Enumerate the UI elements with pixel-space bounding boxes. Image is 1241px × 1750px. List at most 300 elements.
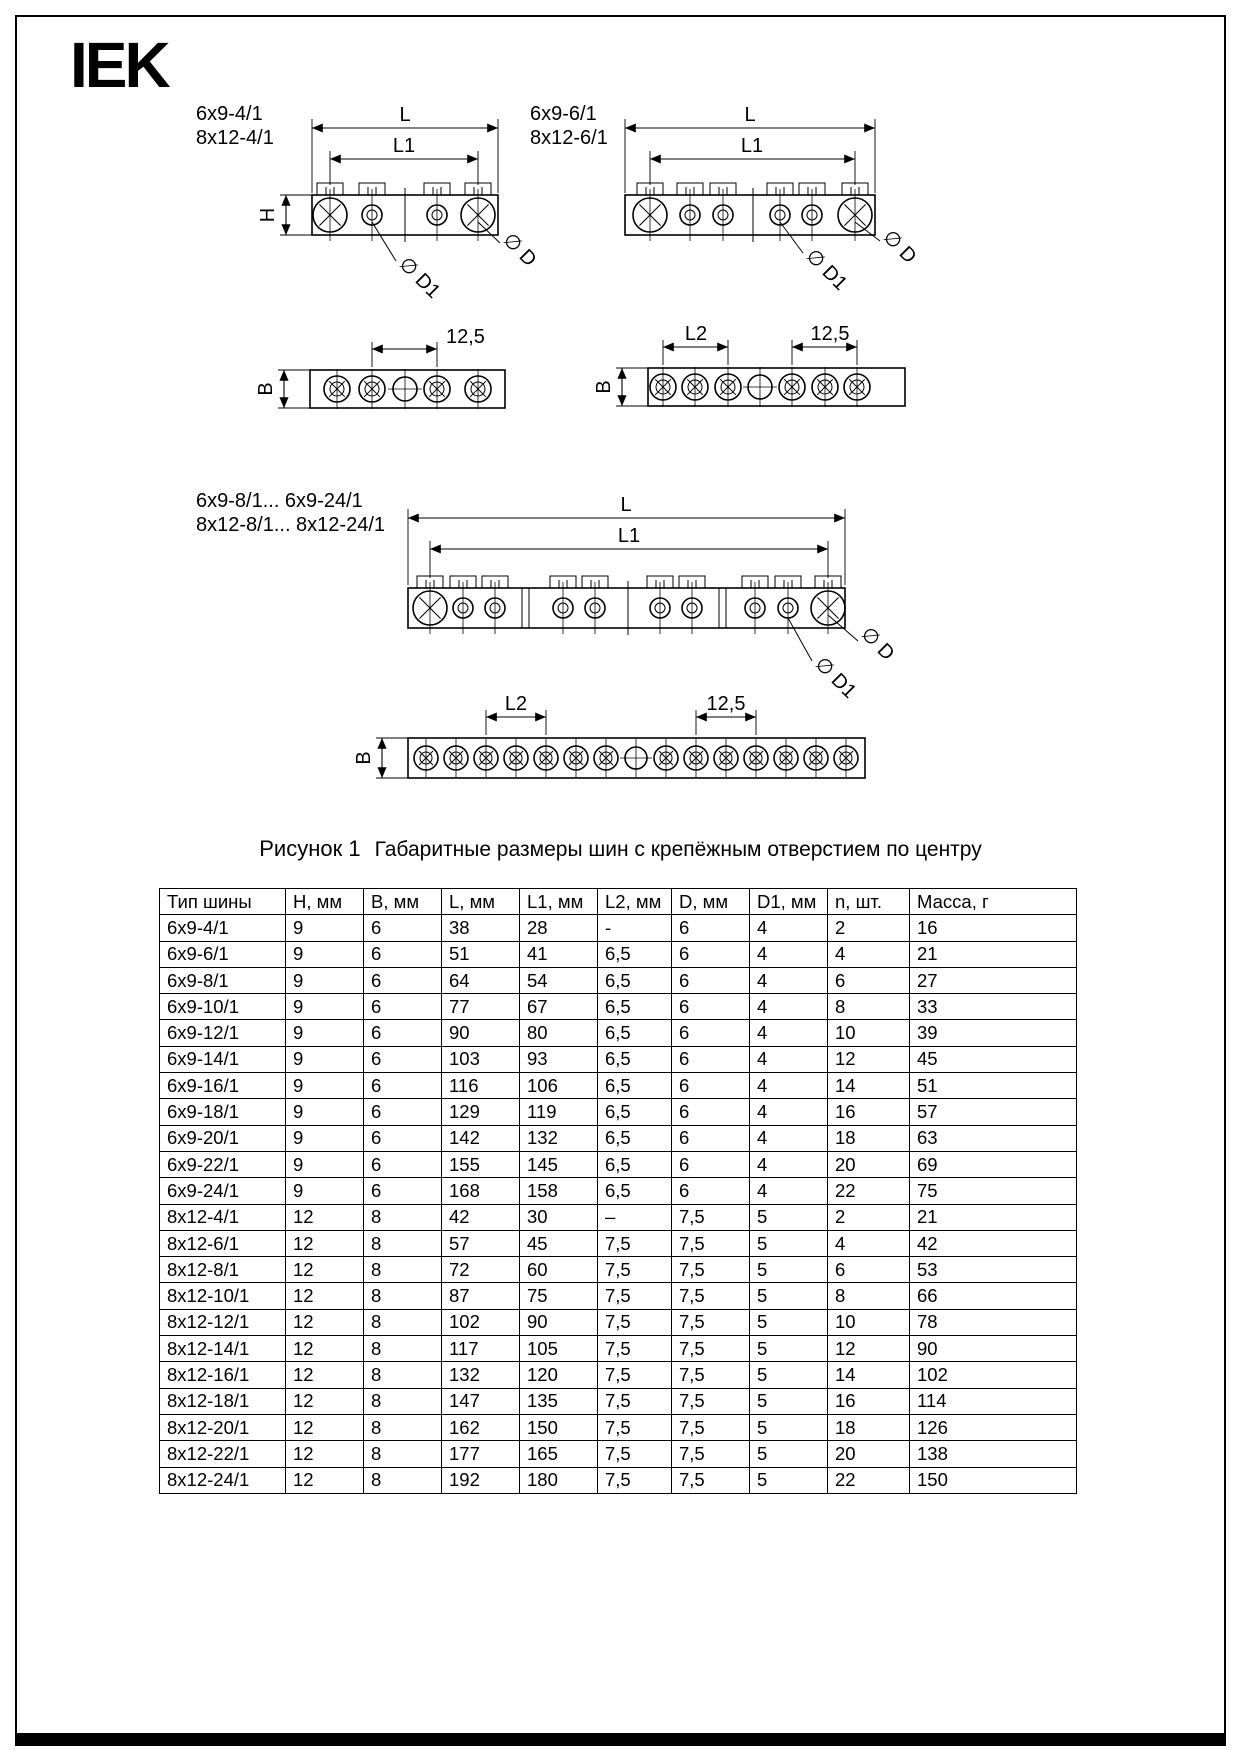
cell-value: 57 — [442, 1230, 520, 1256]
table-row — [160, 1414, 1077, 1440]
cell-value: 77 — [442, 994, 520, 1020]
cell-value: 5 — [750, 1336, 828, 1362]
table-row — [160, 1125, 1077, 1151]
cell-value: 2 — [828, 915, 910, 941]
cell-value: 9 — [286, 1073, 364, 1099]
cell-value: 7,5 — [672, 1362, 750, 1388]
cell-value: 6,5 — [598, 1073, 672, 1099]
cell-value: 7,5 — [672, 1441, 750, 1467]
cell-value: 12 — [828, 1046, 910, 1072]
dim-label-d: ∅ D — [878, 225, 921, 268]
terminal-tabs — [317, 183, 491, 195]
cell-value: 6 — [828, 1257, 910, 1283]
leader-d1 — [788, 618, 860, 703]
col-header-d1: D1, мм — [750, 889, 828, 915]
front-holes — [633, 188, 872, 242]
cell-bus-type: 8x12-10/1 — [160, 1283, 286, 1309]
cell-value: 7,5 — [598, 1362, 672, 1388]
cell-value: 7,5 — [672, 1204, 750, 1230]
cell-value: 42 — [442, 1204, 520, 1230]
cell-value: 7,5 — [598, 1441, 672, 1467]
cell-value: 8 — [364, 1257, 442, 1283]
cell-value: 8 — [364, 1441, 442, 1467]
cell-value: 8 — [364, 1204, 442, 1230]
cell-value: 103 — [442, 1046, 520, 1072]
cell-value: 106 — [520, 1073, 598, 1099]
table-row — [160, 1257, 1077, 1283]
drawing-4-hole-bus — [170, 95, 570, 447]
figure-caption-label: Рисунок 1 — [259, 836, 361, 861]
footer-bar — [15, 1733, 1226, 1746]
leader-d1 — [372, 222, 444, 303]
cell-value: 142 — [442, 1125, 520, 1151]
cell-value: 9 — [286, 1046, 364, 1072]
cell-value: 12 — [286, 1309, 364, 1335]
side-holes — [650, 367, 870, 407]
cell-value: 6 — [364, 1020, 442, 1046]
dim-l1 — [650, 135, 855, 185]
col-header-n: n, шт. — [828, 889, 910, 915]
cell-value: 9 — [286, 1099, 364, 1125]
cell-value: 6 — [672, 1046, 750, 1072]
col-header-d: D, мм — [672, 889, 750, 915]
cell-value: 8 — [364, 1336, 442, 1362]
table-row — [160, 1441, 1077, 1467]
cell-value: 12 — [286, 1283, 364, 1309]
figure-caption — [0, 836, 1241, 862]
spec-table-body — [160, 915, 1077, 1494]
spec-table — [159, 888, 1077, 1494]
cell-value: 7,5 — [672, 1309, 750, 1335]
cell-value: 45 — [910, 1046, 1077, 1072]
cell-bus-type: 8x12-20/1 — [160, 1414, 286, 1440]
dim-b — [593, 368, 648, 406]
front-holes — [313, 188, 495, 242]
cell-value: 7,5 — [598, 1257, 672, 1283]
cell-bus-type: 6x9-22/1 — [160, 1151, 286, 1177]
cell-value: 9 — [286, 1151, 364, 1177]
cell-value: 105 — [520, 1336, 598, 1362]
cell-value: 6 — [364, 941, 442, 967]
cell-value: 45 — [520, 1230, 598, 1256]
cell-value: 8 — [364, 1388, 442, 1414]
dim-l1 — [330, 135, 478, 185]
dim-label-pitch: 12,5 — [706, 693, 746, 715]
side-holes — [414, 739, 858, 777]
cell-value: 80 — [520, 1020, 598, 1046]
cell-value: 7,5 — [598, 1230, 672, 1256]
cell-value: 6 — [364, 915, 442, 941]
cell-value: 39 — [910, 1020, 1077, 1046]
cell-value: 16 — [828, 1388, 910, 1414]
table-row — [160, 1362, 1077, 1388]
dim-label-l: L — [744, 104, 756, 126]
cell-value: 8 — [364, 1362, 442, 1388]
dim-label-h: H — [257, 207, 279, 223]
cell-value: 132 — [520, 1125, 598, 1151]
cell-value: 6 — [672, 1151, 750, 1177]
cell-value: 6,5 — [598, 994, 672, 1020]
cell-value: 7,5 — [598, 1467, 672, 1493]
cell-value: 126 — [910, 1414, 1077, 1440]
cell-value: 8 — [364, 1309, 442, 1335]
cell-value: 87 — [442, 1283, 520, 1309]
cell-value: 5 — [750, 1230, 828, 1256]
cell-bus-type: 8x12-24/1 — [160, 1467, 286, 1493]
cell-value: 20 — [828, 1151, 910, 1177]
dim-label-l2: L2 — [504, 693, 528, 715]
cell-value: 6 — [364, 994, 442, 1020]
table-row — [160, 994, 1077, 1020]
dim-label-l2: L2 — [684, 323, 708, 345]
cell-value: 5 — [750, 1309, 828, 1335]
cell-value: 6 — [672, 1073, 750, 1099]
table-row — [160, 1178, 1077, 1204]
cell-bus-type: 6x9-4/1 — [160, 915, 286, 941]
dim-label-pitch: 12,5 — [810, 323, 850, 345]
table-row — [160, 1046, 1077, 1072]
dim-pitch — [696, 693, 756, 735]
drawing-title: 8x12-4/1 — [196, 127, 274, 149]
cell-value: 30 — [520, 1204, 598, 1230]
cell-value: 9 — [286, 1020, 364, 1046]
cell-value: 16 — [828, 1099, 910, 1125]
cell-value: 33 — [910, 994, 1077, 1020]
cell-value: 155 — [442, 1151, 520, 1177]
cell-value: 158 — [520, 1178, 598, 1204]
cell-value: 7,5 — [672, 1467, 750, 1493]
dim-pitch — [792, 323, 857, 365]
dim-l1 — [430, 525, 828, 578]
cell-bus-type: 8x12-18/1 — [160, 1388, 286, 1414]
iek-logo: IEK — [70, 29, 168, 101]
cell-value: 90 — [442, 1020, 520, 1046]
cell-value: 90 — [910, 1336, 1077, 1362]
cell-value: - — [598, 915, 672, 941]
dim-label-d1: ∅ D1 — [810, 652, 861, 703]
dim-label-l1: L1 — [392, 135, 416, 157]
table-row — [160, 1283, 1077, 1309]
cell-bus-type: 6x9-14/1 — [160, 1046, 286, 1072]
table-row — [160, 967, 1077, 993]
cell-value: 6 — [672, 1099, 750, 1125]
cell-bus-type: 8x12-12/1 — [160, 1309, 286, 1335]
leader-d — [828, 615, 898, 665]
cell-value: 114 — [910, 1388, 1077, 1414]
cell-bus-type: 8x12-6/1 — [160, 1230, 286, 1256]
cell-value: 4 — [750, 1020, 828, 1046]
cell-value: 5 — [750, 1414, 828, 1440]
cell-value: 78 — [910, 1309, 1077, 1335]
table-row — [160, 1151, 1077, 1177]
cell-value: 9 — [286, 1125, 364, 1151]
cell-value: 12 — [286, 1362, 364, 1388]
cell-value: 132 — [442, 1362, 520, 1388]
cell-value: 12 — [286, 1467, 364, 1493]
dim-label-l1: L1 — [617, 525, 641, 547]
dim-b — [255, 370, 310, 408]
cell-value: 75 — [910, 1178, 1077, 1204]
cell-value: 90 — [520, 1309, 598, 1335]
cell-value: 6 — [828, 967, 910, 993]
cell-value: 51 — [442, 941, 520, 967]
cell-value: 9 — [286, 994, 364, 1020]
cell-value: 6 — [364, 1073, 442, 1099]
drawing-title: 8x12-8/1... 8x12-24/1 — [196, 514, 386, 536]
cell-value: 4 — [750, 994, 828, 1020]
cell-value: 150 — [910, 1467, 1077, 1493]
cell-value: 165 — [520, 1441, 598, 1467]
cell-value: 8 — [364, 1414, 442, 1440]
cell-value: 27 — [910, 967, 1077, 993]
cell-value: 6 — [364, 1151, 442, 1177]
table-row — [160, 1309, 1077, 1335]
cell-value: 20 — [828, 1441, 910, 1467]
cell-value: 138 — [910, 1441, 1077, 1467]
cell-value: 4 — [750, 967, 828, 993]
dim-label-pitch: 12,5 — [446, 326, 485, 348]
dim-b — [353, 738, 408, 778]
dim-l2 — [486, 693, 546, 735]
cell-value: 102 — [910, 1362, 1077, 1388]
cell-value: 5 — [750, 1362, 828, 1388]
table-row — [160, 1073, 1077, 1099]
dim-pitch — [372, 326, 485, 367]
cell-value: 12 — [286, 1441, 364, 1467]
cell-value: 6 — [672, 1178, 750, 1204]
cell-value: 7,5 — [598, 1414, 672, 1440]
cell-value: 6,5 — [598, 1125, 672, 1151]
cell-value: 14 — [828, 1073, 910, 1099]
cell-bus-type: 6x9-16/1 — [160, 1073, 286, 1099]
cell-value: 22 — [828, 1178, 910, 1204]
cell-value: 6 — [364, 967, 442, 993]
cell-value: 21 — [910, 941, 1077, 967]
col-header-type: Тип шины — [160, 889, 286, 915]
dim-label-l: L — [399, 104, 411, 126]
cell-value: 4 — [828, 941, 910, 967]
cell-value: 6,5 — [598, 941, 672, 967]
cell-value: 42 — [910, 1230, 1077, 1256]
cell-value: 4 — [750, 1046, 828, 1072]
cell-value: 6,5 — [598, 1099, 672, 1125]
table-row — [160, 1099, 1077, 1125]
table-row — [160, 1230, 1077, 1256]
cell-value: 7,5 — [672, 1414, 750, 1440]
col-header-l1: L1, мм — [520, 889, 598, 915]
cell-value: 4 — [750, 1099, 828, 1125]
cell-value: 10 — [828, 1020, 910, 1046]
cell-value: 5 — [750, 1388, 828, 1414]
cell-value: 8 — [364, 1467, 442, 1493]
cell-value: 6 — [364, 1046, 442, 1072]
cell-value: 5 — [750, 1467, 828, 1493]
col-header-mass: Масса, г — [910, 889, 1077, 915]
table-row — [160, 1020, 1077, 1046]
cell-bus-type: 6x9-18/1 — [160, 1099, 286, 1125]
cell-bus-type: 8x12-22/1 — [160, 1441, 286, 1467]
cell-value: 6,5 — [598, 1178, 672, 1204]
cell-value: 7,5 — [598, 1336, 672, 1362]
cell-value: 18 — [828, 1125, 910, 1151]
drawing-6-hole-bus — [520, 95, 970, 447]
cell-bus-type: 8x12-4/1 — [160, 1204, 286, 1230]
cell-value: 5 — [750, 1441, 828, 1467]
table-row — [160, 1336, 1077, 1362]
drawing-8-24-hole-bus — [170, 485, 1100, 820]
cell-value: 41 — [520, 941, 598, 967]
terminal-tabs — [417, 576, 841, 588]
cell-value: 6 — [672, 1020, 750, 1046]
cell-value: 6,5 — [598, 967, 672, 993]
col-header-b: В, мм — [364, 889, 442, 915]
drawing-title: 8x12-6/1 — [530, 127, 608, 149]
dim-label-b: B — [353, 751, 375, 765]
cell-value: 51 — [910, 1073, 1077, 1099]
spec-table-header-row — [160, 889, 1077, 915]
cell-value: 6 — [364, 1099, 442, 1125]
cell-value: 162 — [442, 1414, 520, 1440]
cell-value: 18 — [828, 1414, 910, 1440]
side-holes — [324, 369, 491, 409]
cell-value: 4 — [750, 1151, 828, 1177]
cell-value: 119 — [520, 1099, 598, 1125]
cell-value: 12 — [286, 1230, 364, 1256]
cell-value: 135 — [520, 1388, 598, 1414]
cell-value: 7,5 — [672, 1257, 750, 1283]
drawing-title: 6x9-4/1 — [196, 103, 263, 125]
cell-value: 8 — [364, 1230, 442, 1256]
dim-label-d: ∅ D — [498, 228, 541, 271]
cell-value: 6,5 — [598, 1151, 672, 1177]
cell-value: 12 — [286, 1257, 364, 1283]
cell-value: 6 — [672, 994, 750, 1020]
front-holes — [413, 581, 845, 635]
cell-value: 21 — [910, 1204, 1077, 1230]
cell-bus-type: 6x9-24/1 — [160, 1178, 286, 1204]
cell-value: 9 — [286, 1178, 364, 1204]
cell-value: 6 — [672, 1125, 750, 1151]
cell-value: 102 — [442, 1309, 520, 1335]
dim-label-b: B — [593, 380, 615, 394]
cell-bus-type: 8x12-14/1 — [160, 1336, 286, 1362]
cell-value: 72 — [442, 1257, 520, 1283]
spec-table-wrap — [159, 888, 1077, 1494]
cell-value: 150 — [520, 1414, 598, 1440]
cell-value: 12 — [286, 1414, 364, 1440]
dim-label-d: ∅ D — [856, 622, 899, 665]
table-row — [160, 941, 1077, 967]
cell-value: 22 — [828, 1467, 910, 1493]
dim-label-d1: ∅ D1 — [801, 244, 852, 295]
cell-value: 120 — [520, 1362, 598, 1388]
dim-label-l1: L1 — [740, 135, 764, 157]
cell-value: 6,5 — [598, 1046, 672, 1072]
cell-value: 4 — [750, 1125, 828, 1151]
cell-value: 5 — [750, 1283, 828, 1309]
cell-value: 6 — [672, 941, 750, 967]
cell-value: 38 — [442, 915, 520, 941]
cell-value: 7,5 — [672, 1283, 750, 1309]
cell-value: 6 — [672, 915, 750, 941]
cell-value: 4 — [750, 915, 828, 941]
table-row — [160, 1204, 1077, 1230]
table-row — [160, 1388, 1077, 1414]
cell-value: 180 — [520, 1467, 598, 1493]
table-row — [160, 1467, 1077, 1493]
cell-value: 129 — [442, 1099, 520, 1125]
cell-value: 7,5 — [598, 1283, 672, 1309]
dim-label-b: B — [255, 382, 277, 396]
cell-value: 6 — [672, 967, 750, 993]
cell-value: 12 — [828, 1336, 910, 1362]
col-header-l: L, мм — [442, 889, 520, 915]
cell-bus-type: 6x9-6/1 — [160, 941, 286, 967]
cell-value: 2 — [828, 1204, 910, 1230]
cell-bus-type: 8x12-8/1 — [160, 1257, 286, 1283]
dim-h — [257, 195, 312, 235]
cell-value: 57 — [910, 1099, 1077, 1125]
cell-value: 8 — [364, 1283, 442, 1309]
cell-value: 7,5 — [598, 1388, 672, 1414]
cell-value: 7,5 — [598, 1309, 672, 1335]
dim-label-d1: ∅ D1 — [394, 252, 445, 303]
cell-bus-type: 6x9-20/1 — [160, 1125, 286, 1151]
cell-value: 4 — [828, 1230, 910, 1256]
cell-value: 116 — [442, 1073, 520, 1099]
cell-value: 8 — [828, 994, 910, 1020]
cell-value: 9 — [286, 941, 364, 967]
leader-d1 — [780, 222, 851, 295]
cell-value: 145 — [520, 1151, 598, 1177]
cell-value: 12 — [286, 1336, 364, 1362]
cell-value: 9 — [286, 915, 364, 941]
cell-value: 177 — [442, 1441, 520, 1467]
cell-value: 12 — [286, 1388, 364, 1414]
cell-value: 69 — [910, 1151, 1077, 1177]
cell-value: 66 — [910, 1283, 1077, 1309]
cell-value: 10 — [828, 1309, 910, 1335]
cell-value: 28 — [520, 915, 598, 941]
table-row — [160, 915, 1077, 941]
cell-value: 93 — [520, 1046, 598, 1072]
cell-value: 75 — [520, 1283, 598, 1309]
cell-value: 6 — [364, 1178, 442, 1204]
cell-value: 8 — [828, 1283, 910, 1309]
cell-value: 53 — [910, 1257, 1077, 1283]
cell-value: 63 — [910, 1125, 1077, 1151]
dim-label-l: L — [620, 494, 632, 516]
cell-value: 12 — [286, 1204, 364, 1230]
cell-bus-type: 8x12-16/1 — [160, 1362, 286, 1388]
cell-value: 67 — [520, 994, 598, 1020]
cell-value: 7,5 — [672, 1388, 750, 1414]
leader-d — [855, 222, 920, 268]
cell-value: 4 — [750, 941, 828, 967]
cell-value: 117 — [442, 1336, 520, 1362]
cell-value: 168 — [442, 1178, 520, 1204]
drawing-title: 6x9-8/1... 6x9-24/1 — [196, 490, 363, 512]
cell-bus-type: 6x9-10/1 — [160, 994, 286, 1020]
cell-value: 4 — [750, 1073, 828, 1099]
cell-value: 7,5 — [672, 1336, 750, 1362]
col-header-l2: L2, мм — [598, 889, 672, 915]
figure-caption-text: Габаритные размеры шин с крепёжным отверстием по центру — [374, 838, 982, 861]
cell-value: 6 — [364, 1125, 442, 1151]
cell-value: 16 — [910, 915, 1077, 941]
col-header-h: Н, мм — [286, 889, 364, 915]
cell-value: 5 — [750, 1257, 828, 1283]
